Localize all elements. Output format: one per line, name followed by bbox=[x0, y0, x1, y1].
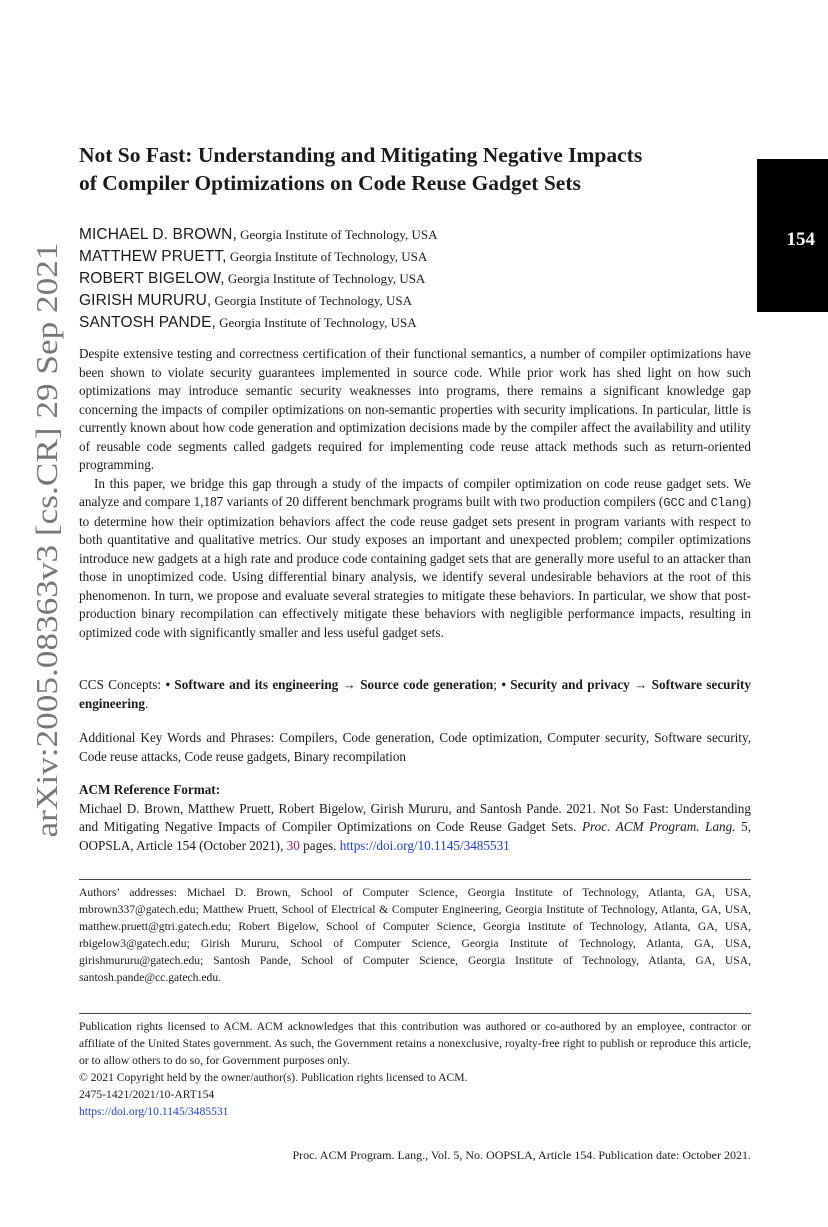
author-name: MATTHEW PRUETT, bbox=[79, 248, 227, 265]
reference-text: 5, OOPSLA, Article 154 (October 2021), bbox=[79, 819, 752, 853]
title-line-2: of Compiler Optimizations on Code Reuse Gadget Sets bbox=[79, 171, 581, 195]
acm-reference bbox=[79, 781, 751, 855]
rights-statement: Publication rights licensed to ACM. ACM acknowledges that this contribution was authored or co-authored by an employee, contractor or affiliate of the United States government. As such, the Government retains a nonexclusive, royalty-free right to publish or reproduce this article, or to allow others to do so, for Government purposes only. bbox=[79, 1020, 751, 1067]
arxiv-stamp-text: arXiv:2005.08363v3 [cs.CR] 29 Sep 2021 bbox=[29, 313, 64, 838]
divider bbox=[79, 879, 751, 880]
article-number-tab bbox=[757, 159, 828, 312]
abstract-text: ) to determine how their optimization behaviors affect the code reuse gadget sets present in program variants with respect to both quantitative and qualitative metrics. Our study exposes an important and unexpected problem; compiler optimizations introduce new gadgets at a high rate and produce code containing gadget sets that are generally more useful to an attacker than those in unoptimized code. Using differential binary analysis, we identify several undesirable behaviors at the root of this phenomenon. In turn, we propose and evaluate several strategies to mitigate these behaviors. In particular, we show that post-production binary recompilation can effectively mitigate these behaviors with negligible performance impacts, resulting in optimized code with significantly smaller and less useful gadget sets. bbox=[79, 494, 751, 640]
author-name: ROBERT BIGELOW, bbox=[79, 270, 225, 287]
abstract-paragraph-2 bbox=[79, 475, 751, 643]
abstract-text: In this paper, we bridge this gap through a study of the impacts of compiler optimization on code reuse gadget sets. We analyze and compare 1,187 variants of 20 different benchmark programs built with two production compilers ( bbox=[79, 475, 751, 509]
author-row bbox=[79, 290, 739, 312]
title-line-1: Not So Fast: Understanding and Mitigating Negative Impacts bbox=[79, 143, 643, 167]
abstract-text: and bbox=[684, 494, 711, 509]
divider bbox=[79, 1013, 751, 1014]
issn-line: 2475-1421/2021/10-ART154 bbox=[79, 1088, 215, 1101]
author-affiliation: Georgia Institute of Technology, USA bbox=[236, 227, 438, 242]
author-name: SANTOSH PANDE, bbox=[79, 314, 216, 331]
authors-addresses: Authors’ addresses: Michael D. Brown, School of Computer Science, Georgia Institute of Technology, Atlanta, GA, USA, mbrown337@gatech.edu; Matthew Pruett, School of Electrical & Computer Engineering, Georgia Institute of Technology, Atlanta, GA, USA, matthew.pruett@gtri.gatech.edu; Robert Bigelow, School of Computer Science, Georgia Institute of Technology, Atlanta, GA, USA, rbigelow3@gatech.edu; Girish Mururu, School of Computer Science, Georgia Institute of Technology, Atlanta, GA, USA, girishmururu@gatech.edu; Santosh Pande, School of Computer Science, Georgia Institute of Technology, Atlanta, GA, USA, santosh.pande@cc.gatech.edu. bbox=[79, 886, 751, 984]
doi-link[interactable]: https://doi.org/10.1145/3485531 bbox=[339, 837, 510, 853]
compiler-clang: Clang bbox=[710, 496, 747, 510]
author-row bbox=[79, 246, 739, 268]
author-name: GIRISH MURURU, bbox=[79, 292, 212, 309]
ccs-separator: ; bbox=[493, 677, 502, 692]
author-list bbox=[79, 224, 739, 334]
acm-reference-text bbox=[79, 800, 751, 856]
page-footer: Proc. ACM Program. Lang., Vol. 5, No. OOPSLA, Article 154. Publication date: October 2021. bbox=[292, 1148, 751, 1162]
article-number: 154 bbox=[786, 229, 815, 250]
acm-reference-heading: ACM Reference Format: bbox=[79, 782, 221, 797]
author-affiliation: Georgia Institute of Technology, USA bbox=[224, 271, 426, 286]
author-row bbox=[79, 312, 739, 334]
abstract-paragraph-1: Despite extensive testing and correctness certification of their functional semantics, a number of compiler optimizations have been shown to violate security guarantees implemented in source code. While prior work has shed light on how such optimizations may introduce semantic security weaknesses into programs, there remains a significant knowledge gap concerning the impacts of compiler optimizations on non-semantic properties with security implications. In particular, little is currently known about how code generation and optimization decisions made by the compiler affect the availability and utility of reusable code segments called gadgets required for implementing code reuse attack methods such as return-oriented programming. bbox=[79, 346, 751, 472]
journal-name: Proc. ACM Program. Lang. bbox=[581, 819, 736, 834]
copyright-line: © 2021 Copyright held by the owner/author(s). Publication rights licensed to ACM. bbox=[79, 1071, 468, 1084]
paper-title bbox=[79, 141, 759, 197]
keywords: Additional Key Words and Phrases: Compilers, Code generation, Code optimization, Computer security, Software security, Code reuse attacks, Code reuse gadgets, Binary recompilation bbox=[79, 730, 751, 764]
author-affiliation: Georgia Institute of Technology, USA bbox=[226, 249, 428, 264]
ccs-end: . bbox=[144, 695, 149, 711]
author-row bbox=[79, 268, 739, 290]
abstract bbox=[79, 345, 751, 642]
publication-info bbox=[79, 1018, 751, 1120]
author-affiliation: Georgia Institute of Technology, USA bbox=[215, 315, 417, 330]
compiler-gcc: GCC bbox=[663, 496, 685, 510]
reference-text: pages. bbox=[299, 837, 340, 853]
author-name: MICHAEL D. BROWN, bbox=[79, 226, 237, 243]
page-count-link[interactable]: 30 bbox=[286, 837, 300, 853]
arxiv-stamp bbox=[27, 240, 65, 840]
author-row bbox=[79, 224, 739, 246]
ccs-concept: • Security and privacy → Software security engineering bbox=[79, 677, 752, 711]
ccs-concept: • Software and its engineering → Source code generation bbox=[165, 677, 494, 692]
publication-doi-link[interactable]: https://doi.org/10.1145/3485531 bbox=[79, 1105, 229, 1118]
ccs-label: CCS Concepts: bbox=[79, 677, 166, 692]
author-affiliation: Georgia Institute of Technology, USA bbox=[211, 293, 412, 308]
reference-text: Michael D. Brown, Matthew Pruett, Robert Bigelow, Girish Mururu, and Santosh Pande. 2021. Not So Fast: Understanding and Mitigating Negative Impacts of Compiler Optimizations on Code Reuse Gadget Sets. bbox=[79, 800, 751, 834]
ccs-concepts bbox=[79, 676, 751, 713]
